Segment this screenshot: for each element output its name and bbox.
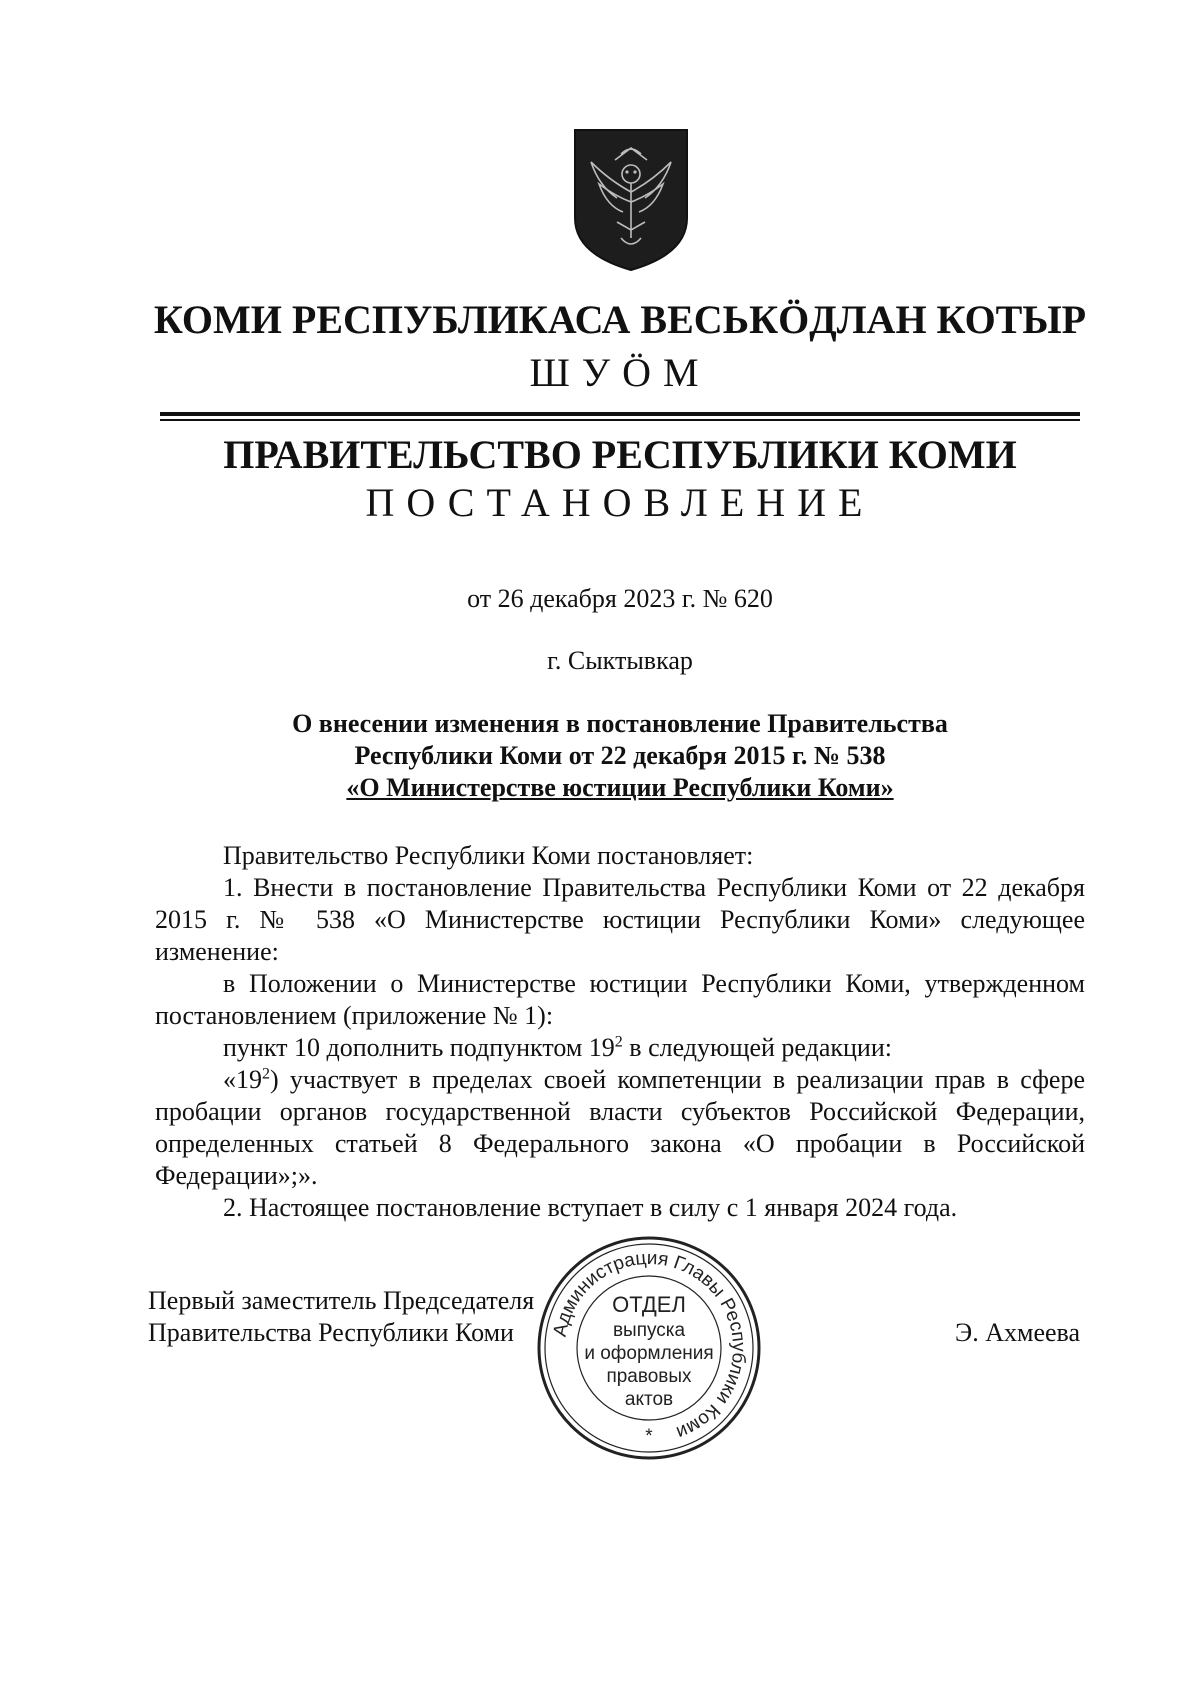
signatory-title-line-1: Первый заместитель Председателя — [148, 1286, 535, 1315]
seal-ring-text: Администрация Главы Республики Коми — [549, 1247, 750, 1443]
seal-center-line-5: актов — [624, 1389, 674, 1410]
komi-document-type: ШУÖМ — [529, 350, 711, 395]
seal-star: * — [645, 1426, 653, 1447]
subject-line-2: Республики Коми от 22 декабря 2015 г. № 538 — [354, 741, 886, 770]
seal-center-line-1: ОТДЕЛ — [612, 1292, 686, 1317]
seal-center-line-4: правовых — [606, 1366, 692, 1387]
signatory-title-line-2: Правительства Республики Коми — [148, 1318, 514, 1347]
signatory-title — [148, 1285, 534, 1349]
signatory-name: Э. Ахмеева — [955, 1318, 1080, 1347]
p3-text-before: пункт 10 дополнить подпунктом 19 — [223, 1033, 615, 1062]
komi-organization-title: КОМИ РЕСПУБЛИКАСА ВЕСЬКÖДЛАН КОТЫР — [153, 297, 1087, 342]
body-paragraph-1: 1. Внести в постановление Правительства Республики Коми от 22 декабря 2015 г. № 538 «О Министерстве юстиции Республики Коми» следующее изменение: — [155, 873, 1085, 966]
official-seal — [533, 1232, 765, 1464]
komi-coat-of-arms-icon — [571, 126, 691, 274]
p3-superscript: 2 — [614, 1033, 623, 1051]
subject-line-3: «О Министерстве юстиции Республики Коми» — [346, 773, 894, 802]
body-paragraph-5: 2. Настоящее постановление вступает в силу с 1 января 2024 года. — [223, 1193, 958, 1222]
government-title: ПРАВИТЕЛЬСТВО РЕСПУБЛИКИ КОМИ — [223, 432, 1017, 477]
document-date-number: от 26 декабря 2023 г. № 620 — [467, 584, 773, 613]
header-divider — [160, 412, 1080, 416]
subject-line-1: О внесении изменения в постановление Правительства — [292, 709, 948, 738]
p3-text-after: в следующей редакции: — [622, 1033, 892, 1062]
document-body — [155, 840, 1085, 1224]
seal-center-line-3: и оформления — [584, 1343, 714, 1364]
document-city: г. Сыктывкар — [547, 646, 693, 675]
p4-text-before: «19 — [223, 1065, 262, 1094]
body-intro: Правительство Республики Коми постановляет: — [223, 841, 754, 870]
body-paragraph-2: в Положении о Министерстве юстиции Республики Коми, утвержденном постановлением (приложение № 1): — [155, 969, 1085, 1030]
header-divider-thin — [160, 419, 1080, 421]
body-paragraph-3 — [155, 1032, 1085, 1064]
p4-text-after: ) участвует в пределах своей компетенции в реализации прав в сфере пробации органов государственной власти субъектов Российской Федерации, определенных статьей 8 Федерального закона «О пробации в Российской Федерации»;». — [155, 1065, 1085, 1190]
p4-superscript: 2 — [262, 1065, 270, 1083]
body-paragraph-4 — [155, 1064, 1085, 1192]
document-subject — [150, 708, 1090, 804]
seal-center-line-2: выпуска — [612, 1320, 686, 1341]
document-type: ПОСТАНОВЛЕНИЕ — [365, 480, 875, 525]
